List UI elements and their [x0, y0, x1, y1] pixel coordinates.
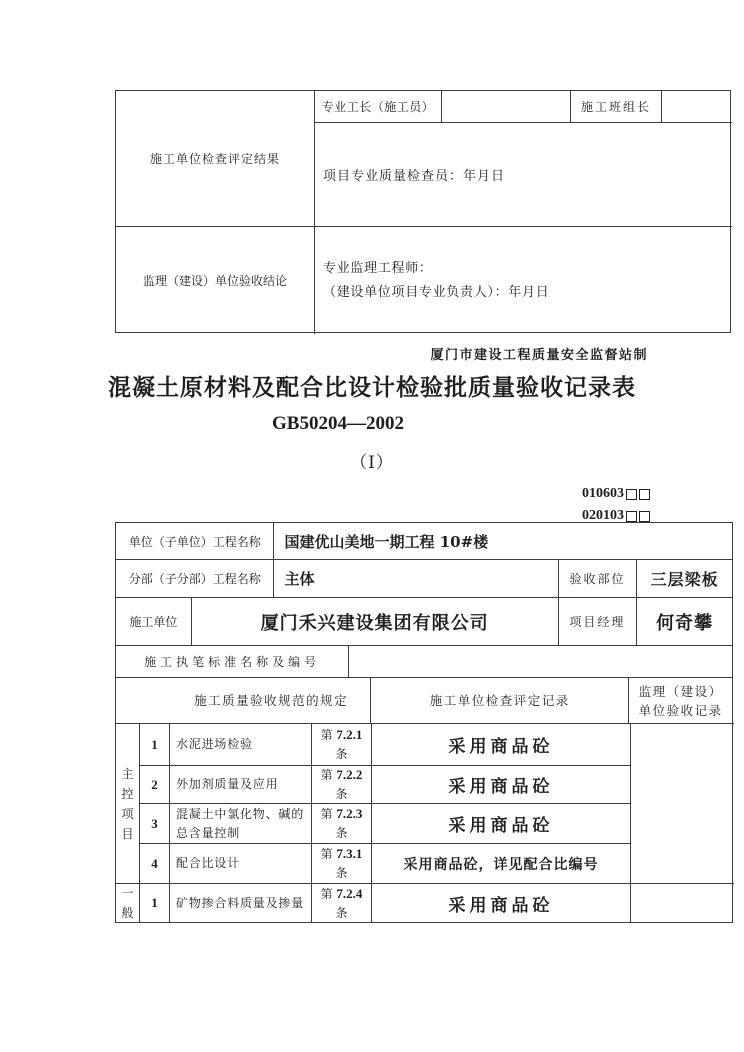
project-manager-value: 何奇攀	[636, 598, 732, 645]
item-record: 采用商品砼，详见配合比编号	[371, 843, 630, 883]
supervision-engineer-line1: 专业监理工程师：	[323, 260, 433, 276]
item-clause: 第 7.2.2 条	[311, 765, 371, 803]
item-desc: 外加剂质量及应用	[169, 765, 311, 803]
unit-name-value: 国建优山美地一期工程 10#楼	[273, 523, 732, 559]
item-no: 1	[139, 723, 169, 765]
checkbox-icon	[626, 511, 637, 522]
item-record: 采用商品砼	[371, 765, 630, 803]
division-value: 主体	[273, 560, 557, 597]
issuer-note: 厦门市建设工程质量安全监督站制	[430, 348, 648, 363]
supervisor-record-cell-general	[630, 883, 734, 922]
execution-standard-label: 施工执笔标准名称及编号	[144, 655, 321, 669]
execution-standard-row	[116, 645, 732, 677]
item-clause: 第 7.2.1 条	[311, 723, 371, 765]
checklist-grid	[116, 723, 732, 922]
contractor-row	[116, 597, 732, 645]
supervision-engineer-line2: （建设单位项目专业负责人）：年月日	[323, 284, 550, 300]
unit-name-label: 单位（子单位）工程名称	[128, 534, 261, 549]
execution-standard-value	[348, 646, 732, 677]
group-label-main-control: 主 控 项 目	[116, 723, 139, 883]
contractor-record-header: 施工单位检查评定记录	[370, 678, 628, 723]
checkbox-icon	[639, 511, 650, 522]
contractor-value: 厦门禾兴建设集团有限公司	[191, 598, 558, 645]
acceptance-part-value: 三层梁板	[636, 560, 732, 597]
signature-table	[115, 90, 731, 333]
form-code-text: 020103	[582, 508, 624, 523]
team-leader-label: 施工班组长	[570, 91, 661, 122]
group-label-general: 一 般	[116, 883, 139, 922]
page-title: 混凝土原材料及配合比设计检验批质量验收记录表	[108, 374, 636, 401]
supervision-conclusion-label: 监理（建设）单位验收结论	[116, 226, 314, 334]
item-desc: 混凝土中氯化物、碱的总含量控制	[169, 803, 311, 843]
supervision-engineer-cell	[314, 226, 732, 334]
contractor-check-result-label: 施工单位检查评定结果	[149, 152, 280, 166]
checkbox-icon	[639, 489, 650, 500]
item-no: 1	[139, 883, 169, 922]
part-label: （I）	[350, 453, 394, 473]
supervisor-record-cell	[630, 723, 734, 883]
checkbox-icon	[626, 489, 637, 500]
contractor-label: 施工单位	[129, 615, 178, 629]
item-no: 3	[139, 803, 169, 843]
division-label: 分部（子分部）工程名称	[128, 572, 261, 586]
acceptance-record-table	[115, 522, 733, 923]
project-manager-label: 项目经理	[558, 598, 637, 645]
item-desc: 矿物掺合料质量及掺量	[169, 883, 311, 922]
foreman-value-cell	[441, 91, 570, 122]
division-row	[116, 559, 732, 597]
checklist-header-row	[116, 677, 732, 723]
spec-header: 施工质量验收规范的规定	[194, 693, 349, 708]
item-record: 采用商品砼	[371, 883, 630, 922]
item-clause: 第 7.3.1 条	[311, 843, 371, 883]
form-code-line	[582, 483, 650, 505]
form-code-block	[582, 483, 650, 527]
item-clause: 第 7.2.4 条	[311, 883, 371, 922]
item-clause: 第 7.2.3 条	[311, 803, 371, 843]
team-leader-value-cell	[661, 91, 732, 122]
acceptance-part-label: 验收部位	[558, 560, 637, 597]
item-record: 采用商品砼	[371, 803, 630, 843]
unit-name-row	[116, 523, 732, 559]
item-record: 采用商品砼	[371, 723, 630, 765]
quality-inspector-line: 项目专业质量检查员：年月日	[314, 122, 732, 226]
item-desc: 水泥进场检验	[169, 723, 311, 765]
foreman-label: 专业工长（施工员）	[314, 91, 441, 122]
standard-code: GB50204—2002	[272, 413, 404, 434]
supervisor-record-header: 监理（建设）单位验收记录	[628, 678, 732, 723]
item-no: 4	[139, 843, 169, 883]
item-no: 2	[139, 765, 169, 803]
form-code-text: 010603	[582, 486, 624, 501]
item-desc: 配合比设计	[169, 843, 311, 883]
